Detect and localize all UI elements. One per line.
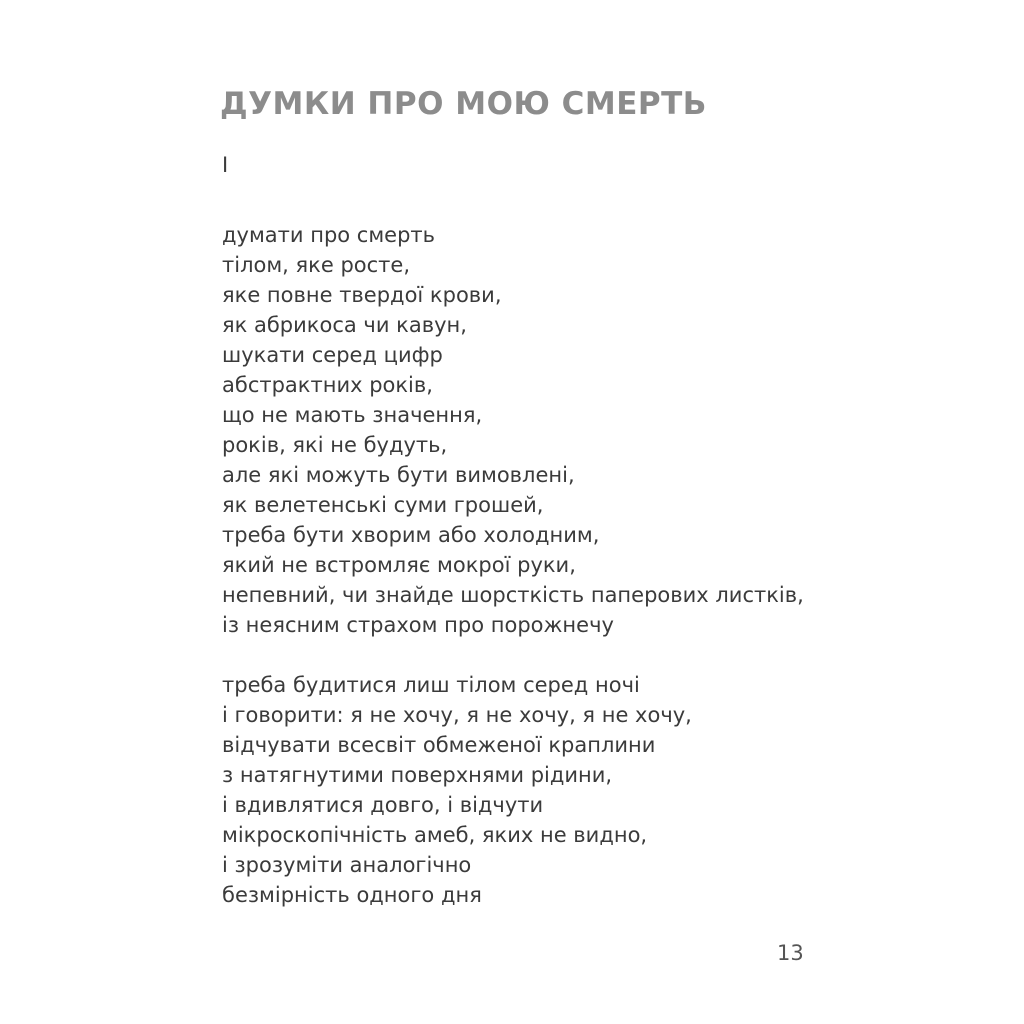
poem-line: безмірність одного дня <box>222 883 482 907</box>
stanza-1 <box>222 220 804 640</box>
poem-line: і говорити: я не хочу, я не хочу, я не хочу, <box>222 703 692 727</box>
stanza-2 <box>222 670 692 910</box>
poem-line: який не встромляє мокрої руки, <box>222 553 576 577</box>
poem-line: треба бути хворим або холодним, <box>222 523 600 547</box>
poem-line: треба будитися лиш тілом серед ночі <box>222 673 640 697</box>
poem-line: і зрозуміти аналогічно <box>222 853 472 877</box>
page-number: 13 <box>777 941 804 965</box>
poem-line: але які можуть бути вимовлені, <box>222 463 575 487</box>
poem-line: із неясним страхом про порожнечу <box>222 613 614 637</box>
poem-line: думати про смерть <box>222 223 436 247</box>
poem-title: ДУМКИ ПРО МОЮ СМЕРТЬ <box>220 86 707 122</box>
poem-line: років, які не будуть, <box>222 433 448 457</box>
poem-line: мікроскопічність амеб, яких не видно, <box>222 823 648 847</box>
poem-line: шукати серед цифр <box>222 343 443 367</box>
poem-line: як абрикоса чи кавун, <box>222 313 467 337</box>
poem-line: непевний, чи знайде шорсткість паперових листків, <box>222 583 804 607</box>
poem-line: і вдивлятися довго, і відчути <box>222 793 544 817</box>
poem-line: тілом, яке росте, <box>222 253 410 277</box>
poem-line: як велетенські суми грошей, <box>222 493 544 517</box>
poem-line: яке повне твердої крови, <box>222 283 502 307</box>
poem-line: абстрактних років, <box>222 373 433 397</box>
poem-line: що не мають значення, <box>222 403 483 427</box>
poem-line: з натягнутими поверхнями рідини, <box>222 763 613 787</box>
section-numeral: І <box>222 153 229 177</box>
poem-line: відчувати всесвіт обмеженої краплини <box>222 733 656 757</box>
